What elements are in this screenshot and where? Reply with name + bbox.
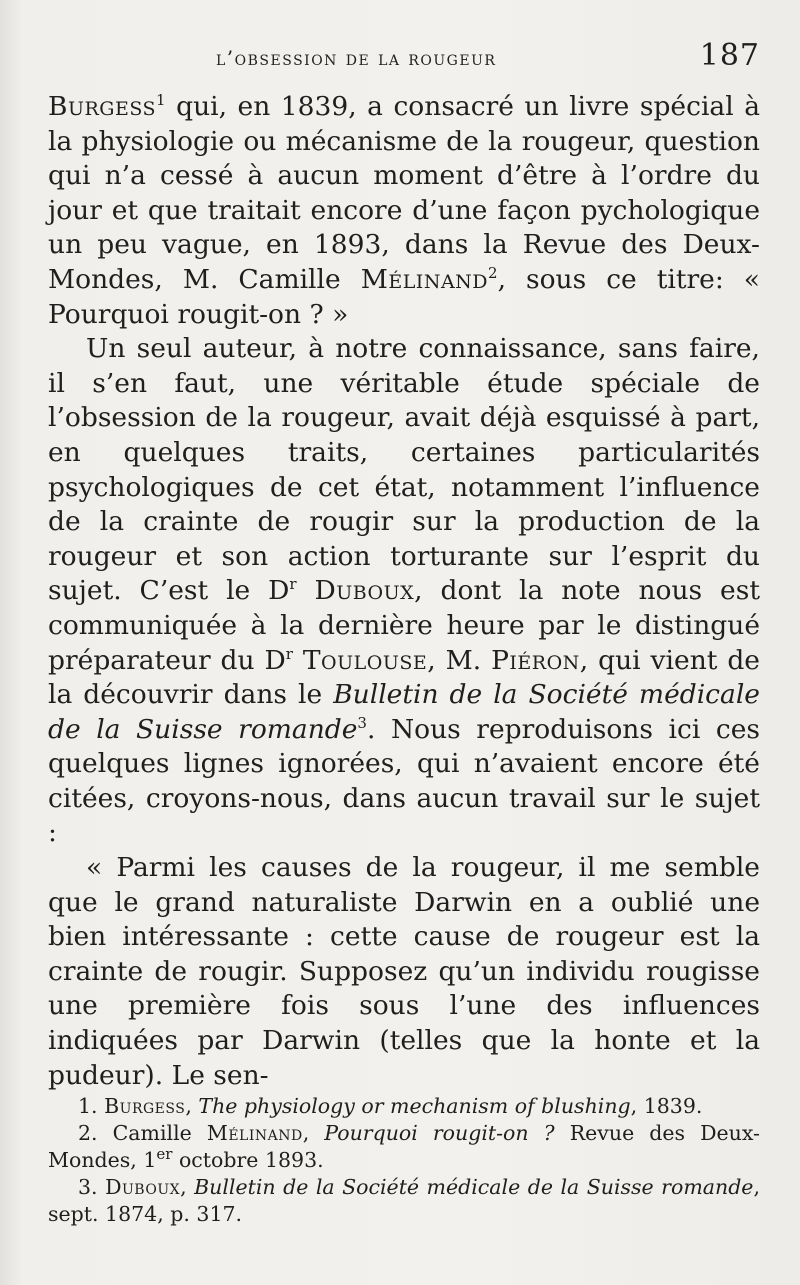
author-name-melinand: Mélinand <box>360 263 489 295</box>
page-header <box>48 38 760 82</box>
footnote-1 <box>48 1093 760 1120</box>
footnote-author: Burgess <box>104 1094 186 1118</box>
footnote-ref-1: 1 <box>156 91 166 110</box>
footnote-ref-2: 2 <box>488 264 498 283</box>
author-name-toulouse: Toulouse <box>302 644 428 676</box>
footnote-rest: , 1839. <box>630 1094 703 1118</box>
paragraph-2-text-a: Un seul auteur, à notre connaissance, sans faire, il s’en faut, une véritable étude spéciale de l’obsession de la rougeur, avait déjà esquissé à part, en quelques traits, certaines particularités psychologiques de cet état, notamment l’influence de la crainte de rougir sur la production de la rougeur et son action torturante sur l’esprit du sujet. C’est le D <box>48 333 760 607</box>
footnote-ordinal-sup: er <box>156 1145 173 1164</box>
footnote-rest: Revue des Deux-Mondes, 1 <box>48 1121 760 1172</box>
paragraph-1-text-a: qui, en 1839, a consacré un livre spécial à la physiologie ou mécanisme de la rougeur, question qui n’a cessé à aucun moment d’être à l’ordre du jour et que traitait encore d’une façon pychologique un peu vague, en 1893, dans la Revue des Deux-Mondes, M. Camille <box>48 91 760 295</box>
paragraph-2-text-b: , dont la note nous est communiquée à la dernière heure par le distingué préparateur du D <box>48 575 760 676</box>
footnotes <box>48 1093 760 1228</box>
footnote-author: Mélinand <box>206 1121 303 1145</box>
doctor-abbrev-sup: r <box>285 644 293 663</box>
author-name-burgess: Burgess <box>48 91 157 122</box>
main-text <box>48 90 760 1093</box>
paragraph-2-text-d: , qui vient de la découvrir dans le <box>48 644 760 711</box>
paragraph-1 <box>48 90 760 332</box>
footnote-separator: , <box>302 1121 325 1145</box>
footnote-pre: Camille <box>97 1121 207 1145</box>
footnote-title: Pourquoi rougit-on ? <box>324 1121 555 1145</box>
running-title: l’obsession de la rougeur <box>216 46 497 70</box>
footnote-title: Bulletin de la Société médicale de la Suisse romande <box>194 1175 754 1199</box>
footnote-separator: , <box>180 1175 195 1199</box>
footnote-author: Duboux <box>105 1175 181 1199</box>
author-name-duboux: Duboux <box>314 575 415 607</box>
footnote-number: 2. <box>78 1121 98 1145</box>
footnote-number: 3. <box>78 1175 98 1199</box>
journal-title: Bulletin de la Société médicale de la Suisse romande <box>48 679 760 745</box>
paragraph-2 <box>48 332 760 851</box>
footnote-rest: , sept. 1874, p. 317. <box>48 1175 760 1226</box>
footnote-ref-3: 3 <box>357 713 367 732</box>
paragraph-2-text-e: . Nous reproduisons ici ces quelques lignes ignorées, qui n’avaient encore été citées, croyons-nous, dans aucun travail sur le sujet : <box>48 713 760 849</box>
footnote-title: The physiology or mechanism of blushing <box>198 1094 631 1118</box>
footnote-3 <box>48 1174 760 1228</box>
footnote-rest: octobre 1893. <box>172 1148 324 1172</box>
footnote-separator: , <box>185 1094 199 1118</box>
author-name-pieron: Piéron <box>491 644 580 676</box>
page-number: 187 <box>699 38 760 73</box>
footnote-number: 1. <box>78 1094 98 1118</box>
footnote-2 <box>48 1120 760 1174</box>
paragraph-3-quotation: « Parmi les causes de la rougeur, il me semble que le grand naturaliste Darwin en a oublié une bien intéressante : cette cause de rougeur est la crainte de rougir. Supposez qu’un individu rougisse une première fois sous l’une des influences indiquées par Darwin (telles que la honte et la pudeur). Le sen- <box>48 852 760 1091</box>
paragraph-1-text-b: , sous ce titre: « Pourquoi rougit-on ? » <box>48 263 760 330</box>
doctor-abbrev-sup: r <box>289 575 297 594</box>
paragraph-2-text-c: , M. <box>427 644 492 676</box>
